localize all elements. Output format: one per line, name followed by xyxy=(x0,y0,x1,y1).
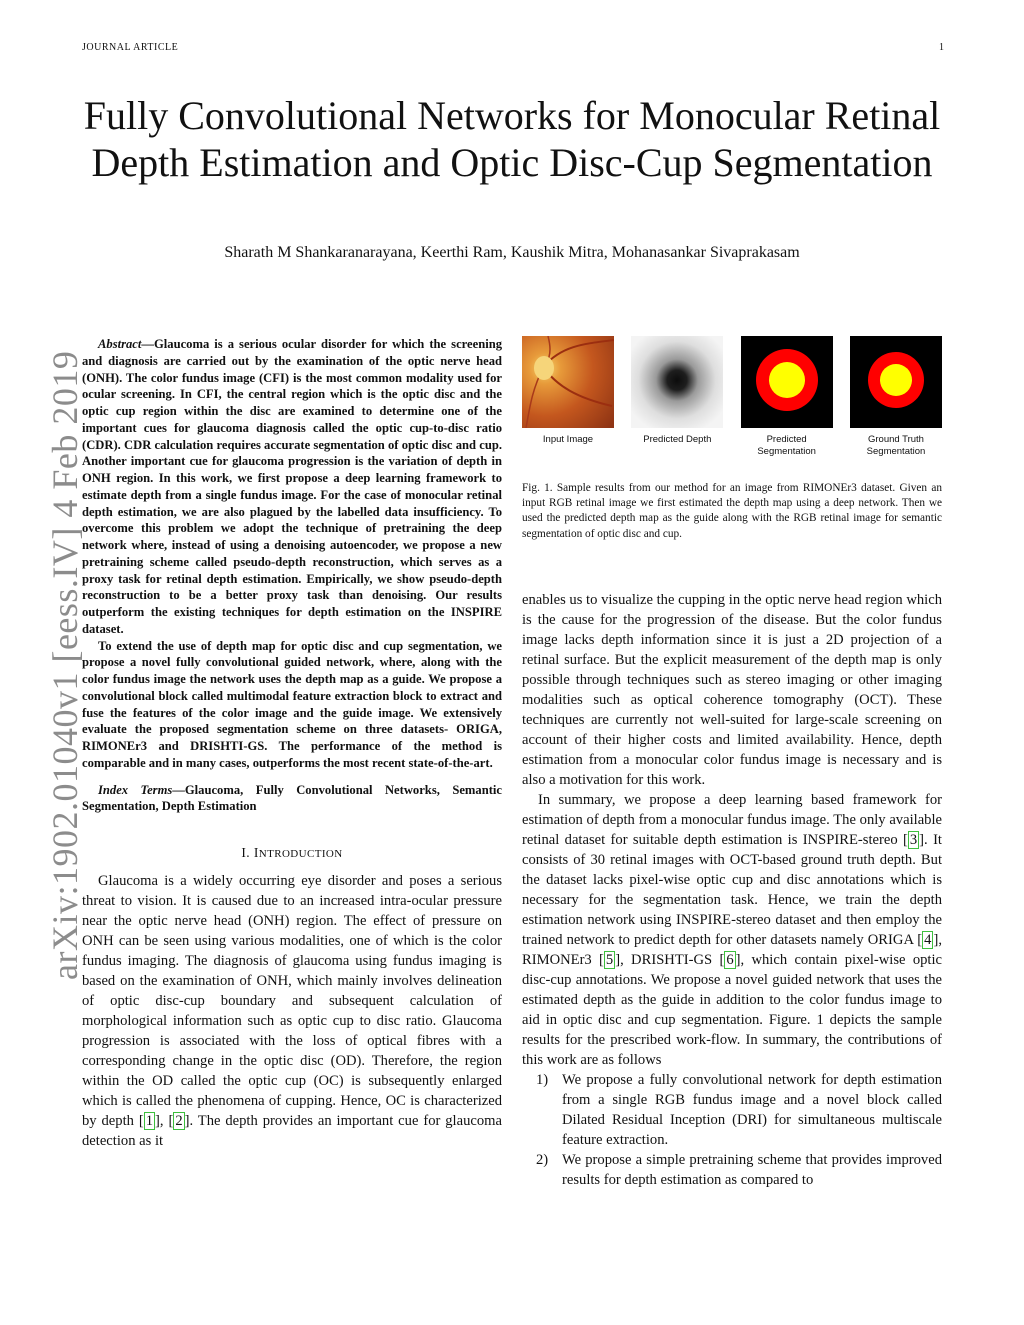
left-column xyxy=(82,336,502,1151)
ground-truth-segmentation-image xyxy=(850,336,942,428)
paragraph-summary: In summary, we propose a deep learning based framework for estimation of depth from a monocular fundus image. The only available retinal dataset for suitable depth estimation is INSPIRE-stereo [ 3 ]. It consists of 30 retinal images with OCT-based ground truth depth. But the dataset lacks pixel-wise optic cup and disc annotations which is necessary for the segmentation task. Hence, we train the depth estimation network using INSPIRE-stereo dataset and then employ the trained network to predict depth for other datasets namely ORIGA [ 4 ], RIMONEr3 [ 5 ], DRISHTI-GS [ 6 ], which contain pixel-wise optic disc-cup annotations. We propose a novel guided network that uses the estimated depth as the guide in addition to the color fundus image to aid in optic disc and cup segmentation. Figure. 1 depicts the sample results for the prescribed work-flow. In summary, the contributions of this work are as follows xyxy=(522,792,942,1068)
paragraph-continuation: enables us to visualize the cupping in the optic nerve head region which is the cause for the progression of the disease. But the color fundus image lacks depth information since it is just a 2D projection of a retinal surface. But the explicit measurement of the depth map is only possible through techniques such as stereo imaging or other imaging modalities such as optical coherence tomography (OCT). These techniques are currently not well-suited for large-scale screening on account of their higher costs and limited availability. Hence, depth estimation from a monocular color fundus image is necessary and is also a motivation for this work. xyxy=(522,592,942,788)
intro-text-a: Glaucoma is a widely occurring eye disorder and poses a serious threat to vision. It is caused due to an increased intra-ocular pressure near the optic nerve head (ONH) region. The effect of pressure on ONH can be seen using various modalities, one of which is the color fundus imaging. The diagnosis of glaucoma using fundus imaging is based on the examination of ONH, which mainly involves delineation of optic disc-cup boundary and subsequent calculation of morphological information such as optic cup to disc ratio. Glaucoma progression is associated with the loss of optical fibres with a corresponding change in the optic disc (OD). Therefore, the region within the OD called the optic cup (OC) is subsequently enlarged which is called the phenomena of cupping. Hence, OC is characterized by depth xyxy=(82,873,502,1129)
figure-label: Predicted Depth xyxy=(643,434,712,445)
figure-label: Predicted Segmentation xyxy=(757,434,816,457)
list-item-text: We propose a fully convolutional network for depth estimation from a single RGB fundus image and a novel block called Dilated Residual Inception (DRI) for simultaneous multiscale feature extraction. xyxy=(562,1072,942,1148)
fundus-image xyxy=(522,336,614,428)
figure-caption: Fig. 1. Sample results from our method for an image from RIMONEr3 dataset. Given an input RGB retinal image we first estimated the depth map using a deep network. Then we used the predicted depth map as the guide along with the RGB retinal image for semantic segmentation of optic disc and cup. xyxy=(522,482,942,540)
summary-text-b: . It consists of 30 retinal images with OCT-based ground truth depth. But the dataset lacks pixel-wise optic cup and disc annotations which is necessary for the segmentation task. Hence, we train the depth estimation network using INSPIRE-stereo dataset and then employ the trained network to predict depth for other datasets namely ORIGA xyxy=(522,832,942,948)
citation-link[interactable]: 1 xyxy=(145,1113,153,1129)
index-terms xyxy=(82,782,502,816)
right-column-text xyxy=(522,590,942,1190)
citation-link[interactable]: 5 xyxy=(605,952,614,968)
section-heading-introduction xyxy=(82,845,502,861)
figure-label: Ground Truth Segmentation xyxy=(866,434,926,457)
citation-link[interactable]: 4 xyxy=(924,932,932,948)
abstract-paragraph-1: —Glaucoma is a serious ocular disorder for which the screening and diagnosis are carried out by the examination of the optic nerve head (ONH). The color fundus image (CFI) is the most common modality used for ocular screening. In CFI, the central region which is the optic disc and the optic cup region within the disc are examined to determine one of the important cues for glaucoma diagnosis called the optic cup-to-disc ratio (CDR). CDR calculation requires accurate segmentation of optic disc and cup. Another important cue for glaucoma progression is the variation of depth in ONH region. In this work, we first propose a deep learning framework to estimate depth from a single fundus image. For the case of monocular retinal depth estimation, we are also plagued by the labelled data insufficiency. To overcome this problem we adopt the technique of pretraining the deep network where, instead of using a denoising autoencoder, we propose a new pretraining scheme called pseudo-depth reconstruction, which serves as a proxy task for retinal depth estimation. Empirically, we show pseudo-depth reconstruction to be a better proxy task than denoising. Our results outperform the existing techniques for depth estimation on the INSPIRE dataset. xyxy=(82,337,502,636)
list-item xyxy=(522,1150,942,1190)
contributions-list xyxy=(522,1070,942,1190)
index-terms-text: —Glaucoma, Fully Convolutional Networks, Semantic Segmentation, Depth Estimation xyxy=(82,782,502,814)
abstract xyxy=(82,336,502,772)
figure-panel-predicted-seg xyxy=(741,336,833,457)
section-title-rest: NTRODUCTION xyxy=(258,848,343,860)
intro-text-b: . The depth provides an important cue for glaucoma detection as it xyxy=(82,1113,502,1149)
citation-link[interactable]: 3 xyxy=(909,832,918,848)
figure-label: Input Image xyxy=(542,434,594,445)
summary-text-e: , which contain pixel-wise optic disc-cup annotations. We propose a novel guided network that uses the estimated depth as the guide in addition to the color fundus image to aid in optic disc and cup segmentation. Figure. 1 depicts the sample results for the prescribed work-flow. In summary, the contributions of this work are as follows xyxy=(522,952,942,1068)
running-header: JOURNAL ARTICLE xyxy=(82,42,179,53)
list-item-text: We propose a simple pretraining scheme that provides improved results for depth estimation as compared to xyxy=(562,1152,942,1188)
section-numeral: I. xyxy=(241,845,254,860)
author-list: Sharath M Shankaranarayana, Keerthi Ram, Kaushik Mitra, Mohanasankar Sivaprakasam xyxy=(224,244,800,261)
list-item xyxy=(522,1070,942,1150)
intro-text-left: Glaucoma is a widely occurring eye disorder and poses a serious threat to vision. It is caused due to an increased intra-ocular pressure near the optic nerve head (ONH) region. The effect of pressure on ONH can be seen using various modalities, one of which is the color fundus imaging. The diagnosis of glaucoma using fundus imaging is based on the examination of ONH, which mainly involves delineation of optic disc-cup boundary and subsequent calculation of morphological information such as optic cup to disc ratio. Glaucoma progression is associated with the loss of optical fibres with a corresponding change in the optic disc (OD). Therefore, the region within the OD called the optic cup (OC) is subsequently enlarged which is called the phenomena of cupping. Hence, OC is characterized by depth [ 1 ], [ 2 ]. The depth provides an important cue for glaucoma detection as it xyxy=(82,873,502,1149)
summary-text-c: , RIMONEr3 xyxy=(522,932,942,968)
page-number: 1 xyxy=(939,42,944,53)
list-item-number: 1) xyxy=(536,1072,549,1088)
abstract-lead: Abstract xyxy=(98,337,142,351)
figure-1 xyxy=(522,336,942,542)
depth-map-image xyxy=(631,336,723,428)
figure-panel-ground-truth xyxy=(850,336,942,457)
arxiv-stamp: arXiv:1902.01040v1 [eess.IV] 4 Feb 2019 xyxy=(45,350,85,980)
section-title-first: I xyxy=(253,845,259,860)
index-terms-lead: Index Terms xyxy=(98,782,173,797)
citation-separator: , xyxy=(159,1113,169,1129)
figure-panel-input xyxy=(522,336,614,457)
predicted-segmentation-image xyxy=(741,336,833,428)
summary-text-a: In summary, we propose a deep learning based framework for estimation of depth from a monocular fundus image. The only available retinal dataset for suitable depth estimation is INSPIRE-stereo xyxy=(522,792,942,848)
citation-link[interactable]: 2 xyxy=(175,1113,183,1129)
paper-title: Fully Convolutional Networks for Monocular Retinal Depth Estimation and Optic Disc-Cup Segmentation xyxy=(83,93,941,185)
summary-text-d: , DRISHTI-GS xyxy=(620,952,720,968)
citation-link[interactable]: 6 xyxy=(726,952,734,968)
figure-panels xyxy=(522,336,942,457)
list-item-number: 2) xyxy=(536,1152,549,1168)
abstract-paragraph-2: To extend the use of depth map for optic disc and cup segmentation, we propose a novel fully convolutional guided network, where, along with the color fundus image the network uses the depth map as a guide. We propose a convolutional block called multimodal feature extraction block to extract and fuse the features of the color image and the guide image. We extensively evaluate the proposed segmentation scheme on three datasets- ORIGA, RIMONEr3 and DRISHTI-GS. The performance of the method is comparable and in many cases, outperforms the most recent state-of-the-art. xyxy=(82,638,502,770)
figure-panel-depth xyxy=(631,336,723,457)
